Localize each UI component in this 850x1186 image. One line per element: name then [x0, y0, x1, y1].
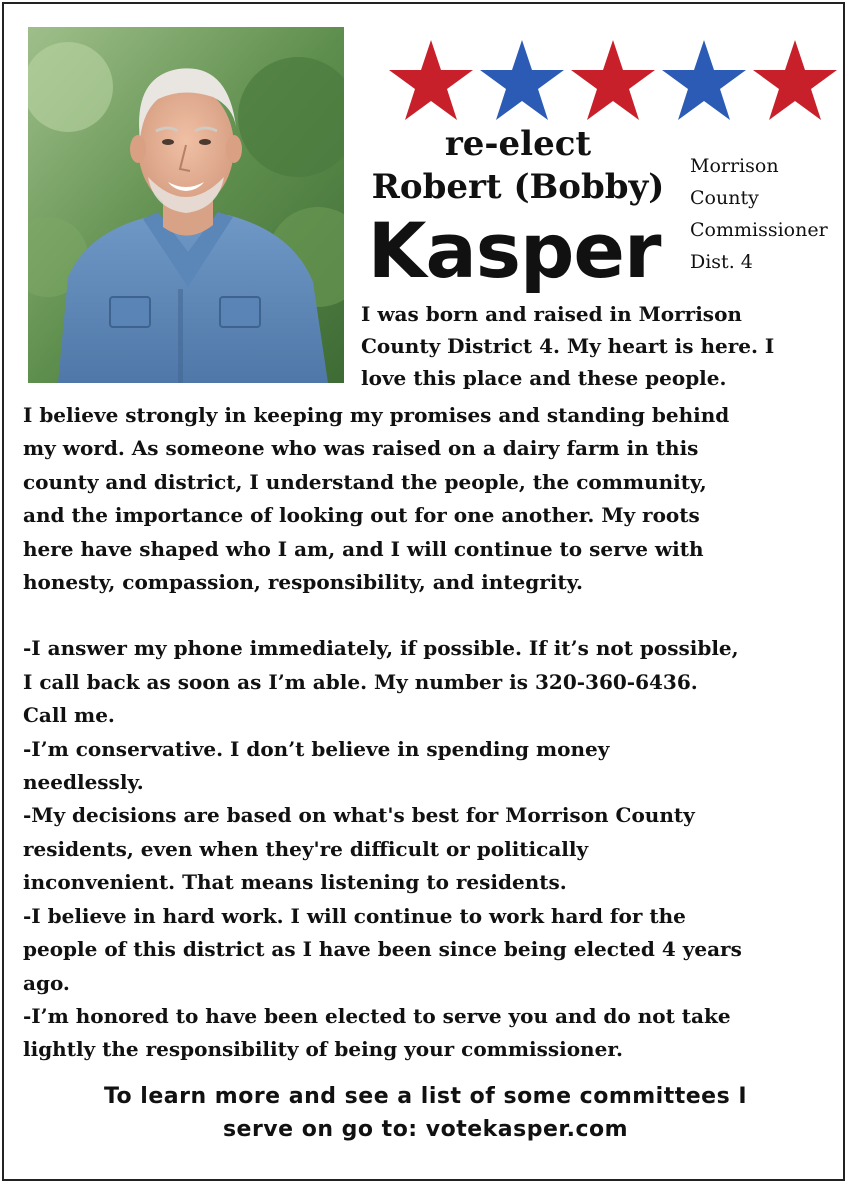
point-line: I call back as soon as I’m able. My number is 320-360-6436.: [23, 669, 698, 694]
office-line: Commissioner: [690, 219, 828, 241]
candidate-portrait-image: [28, 27, 344, 383]
point-line: residents, even when they're difficult or politically: [23, 836, 589, 861]
point-line: lightly the responsibility of being your commissioner.: [23, 1037, 623, 1062]
paragraph-line: I believe strongly in keeping my promises and standing behind: [23, 403, 730, 427]
paragraph-gap: [23, 599, 845, 632]
point-line: needlessly.: [23, 770, 144, 795]
point-line: people of this district as I have been since being elected 4 years: [23, 937, 742, 962]
point-line: -I believe in hard work. I will continue to work hard for the: [23, 903, 686, 928]
intro-line: love this place and these people.: [361, 366, 727, 390]
star-icon-1: [389, 40, 473, 120]
intro-text: [361, 298, 831, 394]
office-line: Morrison: [690, 155, 779, 177]
office-line: County: [690, 187, 759, 209]
point-line: inconvenient. That means listening to residents.: [23, 870, 567, 895]
paragraph-line: and the importance of looking out for one another. My roots: [23, 503, 700, 528]
point-line: -I’m conservative. I don’t believe in spending money: [23, 736, 610, 761]
paragraph-line: county and district, I understand the people, the community,: [23, 469, 707, 494]
star-icon-4: [662, 40, 746, 120]
intro-line: I was born and raised in Morrison: [361, 302, 742, 326]
star-icon-5: [753, 40, 837, 120]
body-text: [23, 399, 845, 1067]
paragraph-line: here have shaped who I am, and I will continue to serve with: [23, 536, 704, 561]
footer-line: To learn more and see a list of some committees I: [103, 1084, 748, 1109]
reelect-heading: re-elect: [444, 124, 592, 164]
point-line: Call me.: [23, 703, 115, 728]
candidate-last-name: Kasper: [367, 206, 661, 295]
stars-banner: [388, 38, 840, 128]
intro-line: County District 4. My heart is here. I: [361, 334, 775, 358]
point-line: -My decisions are based on what's best for Morrison County: [23, 803, 695, 828]
office-title: [690, 150, 846, 278]
point-line: -I’m honored to have been elected to serve you and do not take: [23, 1003, 731, 1028]
footer-cta: [28, 1080, 823, 1146]
footer-line: serve on go to: votekasper.com: [222, 1117, 629, 1142]
point-line: ago.: [23, 970, 70, 995]
star-icon-2: [480, 40, 564, 120]
point-line: -I answer my phone immediately, if possible. If it’s not possible,: [23, 636, 739, 661]
star-icon-3: [571, 40, 655, 120]
office-line: Dist. 4: [690, 251, 753, 273]
paragraph-line: honesty, compassion, responsibility, and integrity.: [23, 570, 583, 595]
candidate-full-name: Robert (Bobby): [371, 167, 665, 207]
candidate-photo: [28, 27, 344, 383]
paragraph-line: my word. As someone who was raised on a dairy farm in this: [23, 436, 699, 461]
